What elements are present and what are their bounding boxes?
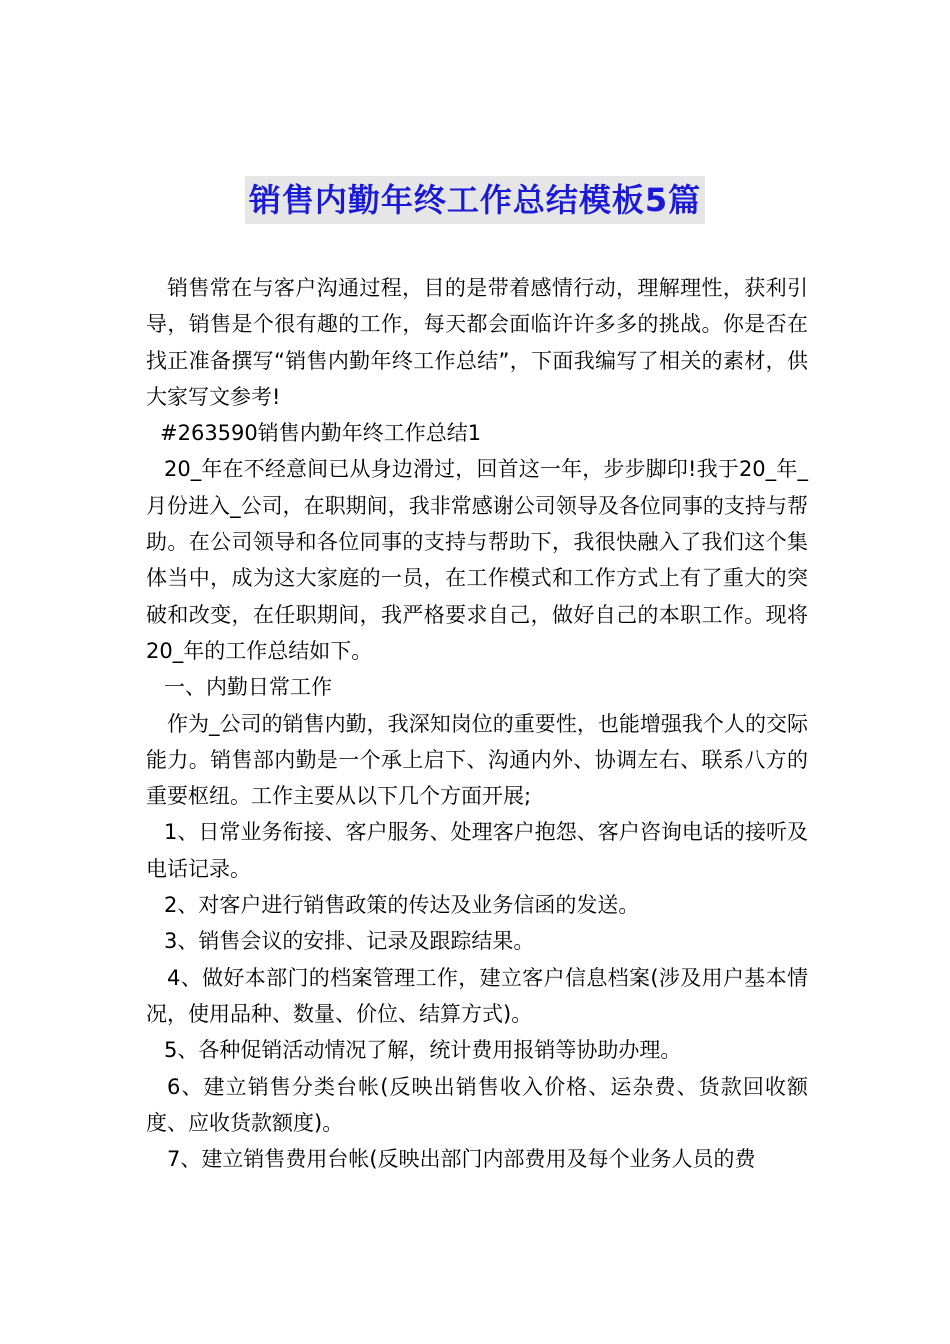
paragraph: 销售常在与客户沟通过程，目的是带着感情行动，理解理性，获利引导，销售是个很有趣的工作，每天都会面临许许多多的挑战。你是否在找正准备撰写“销售内勤年终工作总结”，下面我编写了相关的素材，供大家写文参考! bbox=[146, 276, 808, 409]
paragraph: 作为_公司的销售内勤，我深知岗位的重要性，也能增强我个人的交际能力。销售部内勤是一个承上启下、沟通内外、协调左右、联系八方的重要枢纽。工作主要从以下几个方面开展; bbox=[146, 711, 808, 809]
paragraph: #263590销售内勤年终工作总结1 bbox=[160, 421, 482, 446]
list-item: 2、对客户进行销售政策的传达及业务信函的发送。 bbox=[164, 893, 640, 918]
list-item: 7、建立销售费用台帐(反映出部门内部费用及每个业务人员的费 bbox=[167, 1147, 756, 1172]
paragraph: 20_年在不经意间已从身边滑过，回首这一年，步步脚印!我于20_年_月份进入_公司，在职期间，我非常感谢公司领导及各位同事的支持与帮助。在公司领导和各位同事的支持与帮助下，我很快融入了我们这个集体当中，成为这大家庭的一员，在工作模式和工作方式上有了重大的突破和改变，在任职期间，我严格要求自己，做好自己的本职工作。现将20_年的工作总结如下。 bbox=[146, 457, 808, 663]
document-title bbox=[0, 176, 950, 230]
list-item: 4、做好本部门的档案管理工作，建立客户信息档案(涉及用户基本情况，使用品种、数量、价位、结算方式)。 bbox=[146, 965, 808, 1026]
document-body bbox=[146, 270, 808, 1177]
document-title-text: 销售内勤年终工作总结模板5篇 bbox=[245, 176, 705, 224]
list-item: 6、建立销售分类台帐(反映出销售收入价格、运杂费、货款回收额度、应收货款额度)。 bbox=[146, 1074, 808, 1135]
list-item: 5、各种促销活动情况了解，统计费用报销等协助办理。 bbox=[164, 1038, 682, 1063]
list-item: 1、日常业务衔接、客户服务、处理客户抱怨、客户咨询电话的接听及电话记录。 bbox=[146, 820, 808, 881]
list-item: 3、销售会议的安排、记录及跟踪结果。 bbox=[164, 929, 535, 954]
section-heading: 一、内勤日常工作 bbox=[164, 675, 332, 700]
